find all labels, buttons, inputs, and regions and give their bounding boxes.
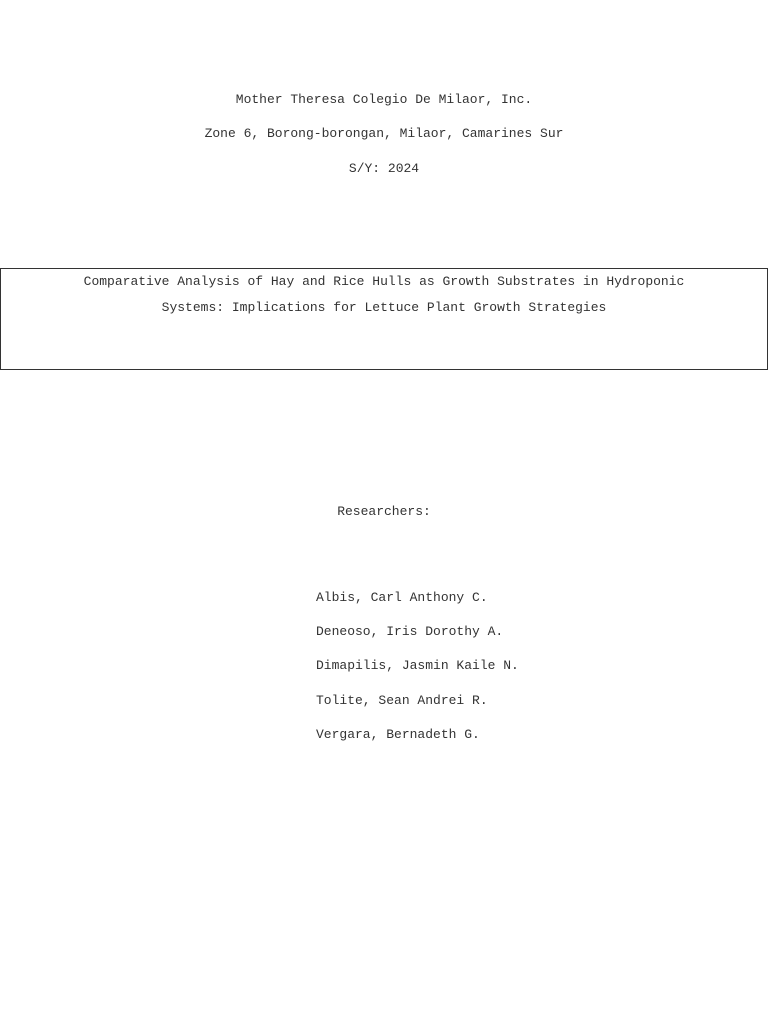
researcher-name: Deneoso, Iris Dorothy A. xyxy=(316,624,504,639)
researcher-name: Vergara, Bernadeth G. xyxy=(316,727,480,742)
title-box xyxy=(0,268,768,370)
title-line-2: Systems: Implications for Lettuce Plant Growth Strategies xyxy=(161,300,607,315)
title-line-1: Comparative Analysis of Hay and Rice Hulls as Growth Substrates in Hydroponic xyxy=(83,274,685,289)
researcher-name: Albis, Carl Anthony C. xyxy=(316,590,488,605)
researcher-name: Tolite, Sean Andrei R. xyxy=(316,693,488,708)
school-year: S/Y: 2024 xyxy=(348,161,420,176)
institution-name: Mother Theresa Colegio De Milaor, Inc. xyxy=(235,92,533,107)
institution-address: Zone 6, Borong-borongan, Milaor, Camarines Sur xyxy=(204,126,564,141)
researcher-name: Dimapilis, Jasmin Kaile N. xyxy=(316,658,519,673)
researchers-heading: Researchers: xyxy=(337,504,431,519)
